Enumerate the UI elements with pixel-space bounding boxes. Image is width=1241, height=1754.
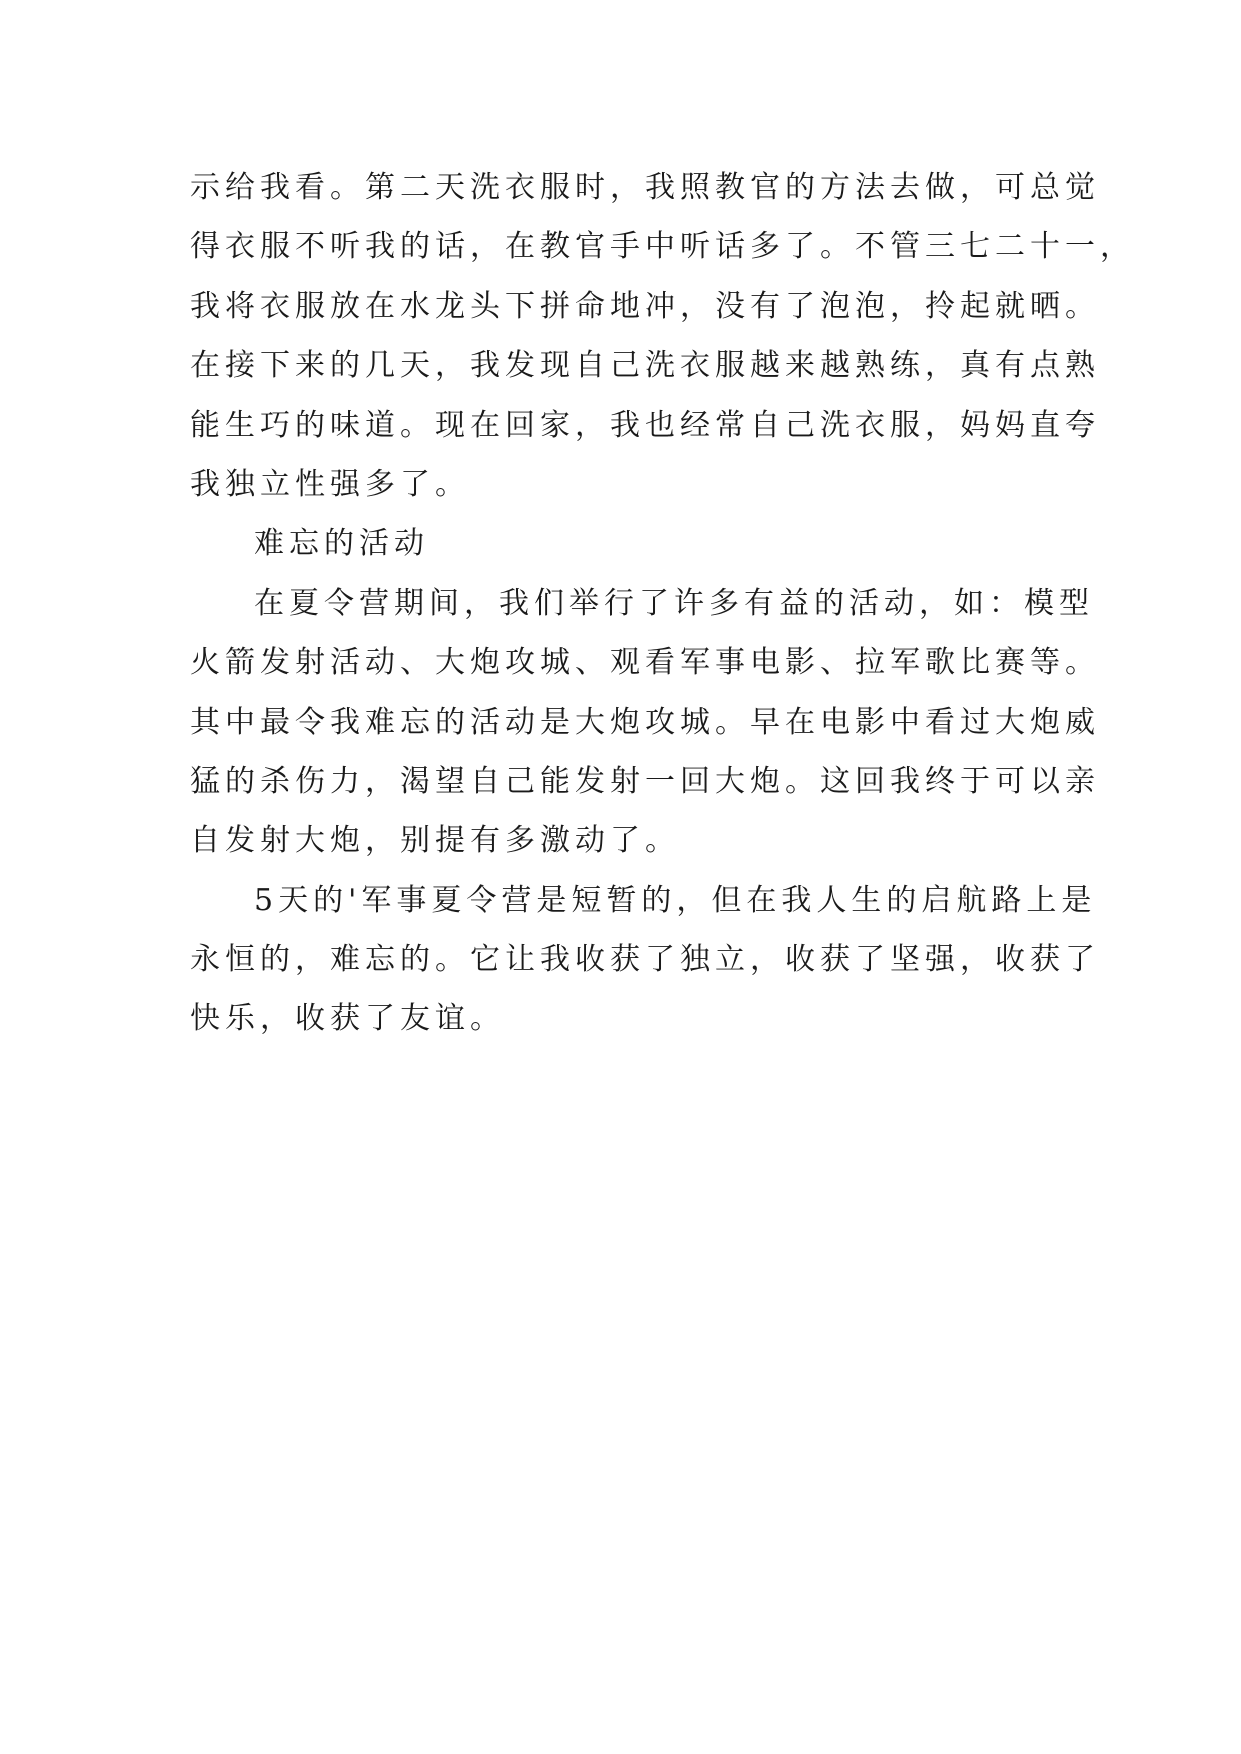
text-line: 5天的'军事夏令营是短暂的，但在我人生的启航路上是 bbox=[254, 882, 1097, 918]
text-line: 自发射大炮，别提有多激动了。 bbox=[190, 823, 680, 859]
section-heading: 难忘的活动 bbox=[254, 526, 429, 562]
text-line: 我将衣服放在水龙头下拼命地冲，没有了泡泡，拎起就晒。 bbox=[190, 288, 1100, 324]
text-line: 永恒的，难忘的。它让我收获了独立，收获了坚强，收获了 bbox=[190, 942, 1100, 978]
text-line: 快乐，收获了友谊。 bbox=[190, 1001, 505, 1037]
text-line: 猛的杀伤力，渴望自己能发射一回大炮。这回我终于可以亲 bbox=[190, 763, 1100, 799]
text-line: 示给我看。第二天洗衣服时，我照教官的方法去做，可总觉 bbox=[190, 170, 1100, 205]
text-line: 其中最令我难忘的活动是大炮攻城。早在电影中看过大炮威 bbox=[190, 704, 1100, 740]
text-line: 在接下来的几天，我发现自己洗衣服越来越熟练，真有点熟 bbox=[190, 348, 1100, 384]
text-line: 我独立性强多了。 bbox=[190, 466, 470, 502]
text-line: 能生巧的味道。现在回家，我也经常自己洗衣服，妈妈直夸 bbox=[190, 407, 1100, 443]
text-line: 在夏令营期间，我们举行了许多有益的活动，如：模型 bbox=[254, 585, 1094, 621]
text-line: 火箭发射活动、大炮攻城、观看军事电影、拉军歌比赛等。 bbox=[190, 645, 1100, 681]
text-line: 得衣服不听我的话，在教官手中听话多了。不管三七二十一， bbox=[190, 229, 1135, 265]
body-text bbox=[190, 158, 1135, 1049]
